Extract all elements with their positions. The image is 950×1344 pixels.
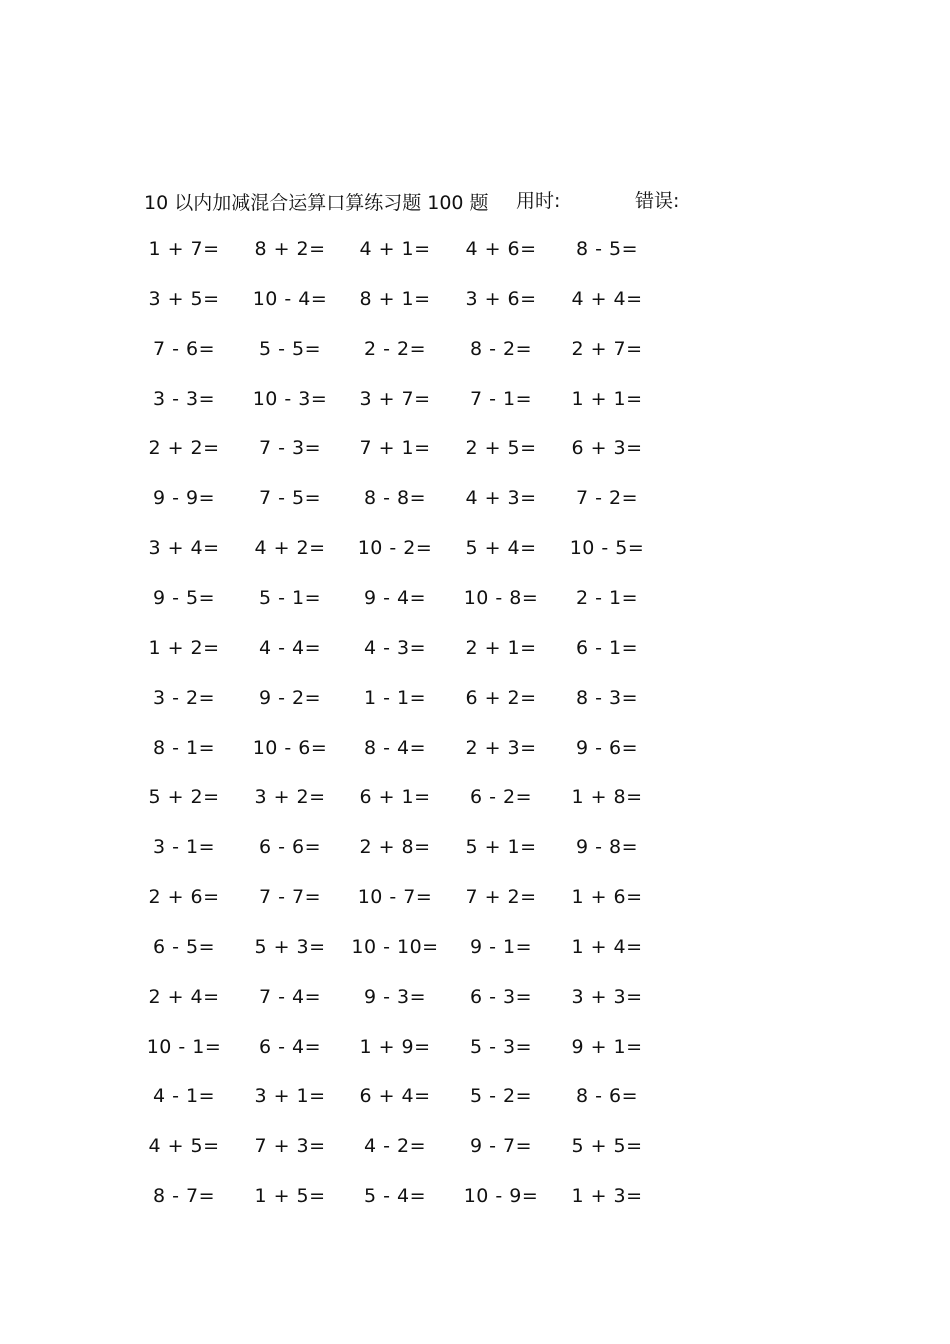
arithmetic-problem: 3 + 7= xyxy=(359,387,431,410)
arithmetic-problem: 9 + 1= xyxy=(571,1035,643,1058)
arithmetic-problem: 5 + 2= xyxy=(148,786,220,809)
arithmetic-problem: 9 - 1= xyxy=(469,935,533,958)
arithmetic-problem: 7 - 6= xyxy=(152,337,216,360)
arithmetic-problem: 4 + 5= xyxy=(148,1135,220,1158)
arithmetic-problem: 1 + 5= xyxy=(254,1185,326,1208)
arithmetic-problem: 5 - 1= xyxy=(258,586,322,609)
arithmetic-problem: 10 - 8= xyxy=(463,586,539,609)
arithmetic-problem: 10 - 4= xyxy=(252,287,328,310)
arithmetic-problem: 5 - 3= xyxy=(469,1035,533,1058)
arithmetic-problem: 4 + 3= xyxy=(465,487,537,510)
arithmetic-problem: 6 - 5= xyxy=(152,935,216,958)
arithmetic-problem: 7 - 1= xyxy=(469,387,533,410)
arithmetic-problem: 2 + 7= xyxy=(571,337,643,360)
arithmetic-problem: 1 + 1= xyxy=(571,387,643,410)
problem-row xyxy=(0,234,950,264)
arithmetic-problem: 9 - 9= xyxy=(152,487,216,510)
arithmetic-problem: 4 + 6= xyxy=(465,238,537,260)
arithmetic-problem: 1 + 6= xyxy=(571,886,643,909)
arithmetic-problem: 3 + 1= xyxy=(254,1085,326,1108)
arithmetic-problem: 3 + 4= xyxy=(148,537,220,560)
arithmetic-problem: 9 - 6= xyxy=(575,736,639,759)
arithmetic-problem: 7 - 4= xyxy=(258,985,322,1008)
arithmetic-problem: 1 + 3= xyxy=(571,1185,643,1208)
problem-row xyxy=(0,633,950,663)
arithmetic-problem: 1 + 8= xyxy=(571,786,643,809)
problem-row xyxy=(0,782,950,812)
arithmetic-problem: 6 + 4= xyxy=(359,1085,431,1108)
arithmetic-problem: 6 - 6= xyxy=(258,836,322,859)
arithmetic-problem: 2 + 1= xyxy=(465,636,537,659)
problem-row xyxy=(0,683,950,713)
arithmetic-problem: 7 - 3= xyxy=(258,437,322,460)
arithmetic-problem: 1 + 9= xyxy=(359,1035,431,1058)
problem-row xyxy=(0,932,950,962)
arithmetic-problem: 2 + 2= xyxy=(148,437,220,460)
arithmetic-problem: 6 - 2= xyxy=(469,786,533,809)
arithmetic-problem: 5 + 1= xyxy=(465,836,537,859)
arithmetic-problem: 7 - 5= xyxy=(258,487,322,510)
arithmetic-problem: 1 - 1= xyxy=(363,686,427,709)
arithmetic-problem: 10 - 9= xyxy=(463,1185,539,1208)
problem-row xyxy=(0,832,950,862)
arithmetic-problem: 7 - 7= xyxy=(258,886,322,909)
arithmetic-problem: 10 - 2= xyxy=(357,537,433,560)
arithmetic-problem: 3 + 2= xyxy=(254,786,326,809)
arithmetic-problem: 6 - 4= xyxy=(258,1035,322,1058)
arithmetic-problem: 1 + 7= xyxy=(148,238,220,260)
arithmetic-problem: 2 + 3= xyxy=(465,736,537,759)
arithmetic-problem: 8 - 3= xyxy=(575,686,639,709)
arithmetic-problem: 3 + 6= xyxy=(465,287,537,310)
arithmetic-problem: 3 - 1= xyxy=(152,836,216,859)
problem-row xyxy=(0,433,950,463)
arithmetic-problem: 10 - 5= xyxy=(569,537,645,560)
arithmetic-problem: 8 - 7= xyxy=(152,1185,216,1208)
arithmetic-problem: 4 + 4= xyxy=(571,287,643,310)
arithmetic-problem: 5 + 4= xyxy=(465,537,537,560)
arithmetic-problem: 4 + 2= xyxy=(254,537,326,560)
arithmetic-problem: 1 + 4= xyxy=(571,935,643,958)
arithmetic-problem: 9 - 7= xyxy=(469,1135,533,1158)
arithmetic-problem: 8 - 5= xyxy=(575,238,639,260)
arithmetic-problem: 8 - 8= xyxy=(363,487,427,510)
arithmetic-problem: 5 - 4= xyxy=(363,1185,427,1208)
time-used-label: 用时: xyxy=(516,190,561,212)
problem-row xyxy=(0,1181,950,1211)
arithmetic-problem: 9 - 4= xyxy=(363,586,427,609)
worksheet-title: 10 以内加减混合运算口算练习题 100 题 xyxy=(144,191,489,214)
arithmetic-problem: 5 + 3= xyxy=(254,935,326,958)
arithmetic-problem: 9 - 8= xyxy=(575,836,639,859)
arithmetic-problem: 7 + 2= xyxy=(465,886,537,909)
arithmetic-problem: 5 - 5= xyxy=(258,337,322,360)
arithmetic-problem: 4 - 1= xyxy=(152,1085,216,1108)
arithmetic-problem: 6 - 3= xyxy=(469,985,533,1008)
arithmetic-problem: 6 + 3= xyxy=(571,437,643,460)
arithmetic-problem: 7 + 1= xyxy=(359,437,431,460)
arithmetic-problem: 4 + 1= xyxy=(359,238,431,260)
arithmetic-problem: 2 - 2= xyxy=(363,337,427,360)
arithmetic-problem: 10 - 1= xyxy=(146,1035,222,1058)
arithmetic-problem: 10 - 3= xyxy=(252,387,328,410)
problem-row xyxy=(0,1131,950,1161)
arithmetic-problem: 6 + 1= xyxy=(359,786,431,809)
arithmetic-problem: 8 + 1= xyxy=(359,287,431,310)
arithmetic-problem: 5 + 5= xyxy=(571,1135,643,1158)
arithmetic-problem: 7 - 2= xyxy=(575,487,639,510)
arithmetic-problem: 6 + 2= xyxy=(465,686,537,709)
arithmetic-problem: 2 - 1= xyxy=(575,586,639,609)
arithmetic-problem: 3 + 3= xyxy=(571,985,643,1008)
arithmetic-problem: 9 - 2= xyxy=(258,686,322,709)
problem-row xyxy=(0,982,950,1012)
problem-row xyxy=(0,1032,950,1062)
arithmetic-problem: 8 - 1= xyxy=(152,736,216,759)
arithmetic-problem: 9 - 5= xyxy=(152,586,216,609)
arithmetic-problem: 2 + 6= xyxy=(148,886,220,909)
arithmetic-problem: 8 - 4= xyxy=(363,736,427,759)
arithmetic-problem: 4 - 3= xyxy=(363,636,427,659)
problem-row xyxy=(0,533,950,563)
arithmetic-problem: 9 - 3= xyxy=(363,985,427,1008)
arithmetic-problem: 10 - 10= xyxy=(351,935,439,958)
problem-row xyxy=(0,284,950,314)
arithmetic-problem: 6 - 1= xyxy=(575,636,639,659)
arithmetic-problem: 8 - 6= xyxy=(575,1085,639,1108)
arithmetic-problem: 5 - 2= xyxy=(469,1085,533,1108)
problem-row xyxy=(0,583,950,613)
arithmetic-problem: 10 - 7= xyxy=(357,886,433,909)
arithmetic-problem: 3 + 5= xyxy=(148,287,220,310)
problem-row xyxy=(0,882,950,912)
arithmetic-problem: 3 - 3= xyxy=(152,387,216,410)
arithmetic-problem: 1 + 2= xyxy=(148,636,220,659)
arithmetic-problem: 4 - 2= xyxy=(363,1135,427,1158)
arithmetic-problem: 10 - 6= xyxy=(252,736,328,759)
arithmetic-problem: 2 + 4= xyxy=(148,985,220,1008)
problem-row xyxy=(0,483,950,513)
arithmetic-problem: 8 - 2= xyxy=(469,337,533,360)
error-count-label: 错误: xyxy=(635,190,680,212)
arithmetic-problem: 3 - 2= xyxy=(152,686,216,709)
arithmetic-problem: 7 + 3= xyxy=(254,1135,326,1158)
problem-row xyxy=(0,733,950,763)
arithmetic-problem: 4 - 4= xyxy=(258,636,322,659)
arithmetic-problem: 8 + 2= xyxy=(254,238,326,260)
arithmetic-problem: 2 + 8= xyxy=(359,836,431,859)
arithmetic-problem: 2 + 5= xyxy=(465,437,537,460)
problem-row xyxy=(0,384,950,414)
problem-row xyxy=(0,1081,950,1111)
problem-row xyxy=(0,334,950,364)
